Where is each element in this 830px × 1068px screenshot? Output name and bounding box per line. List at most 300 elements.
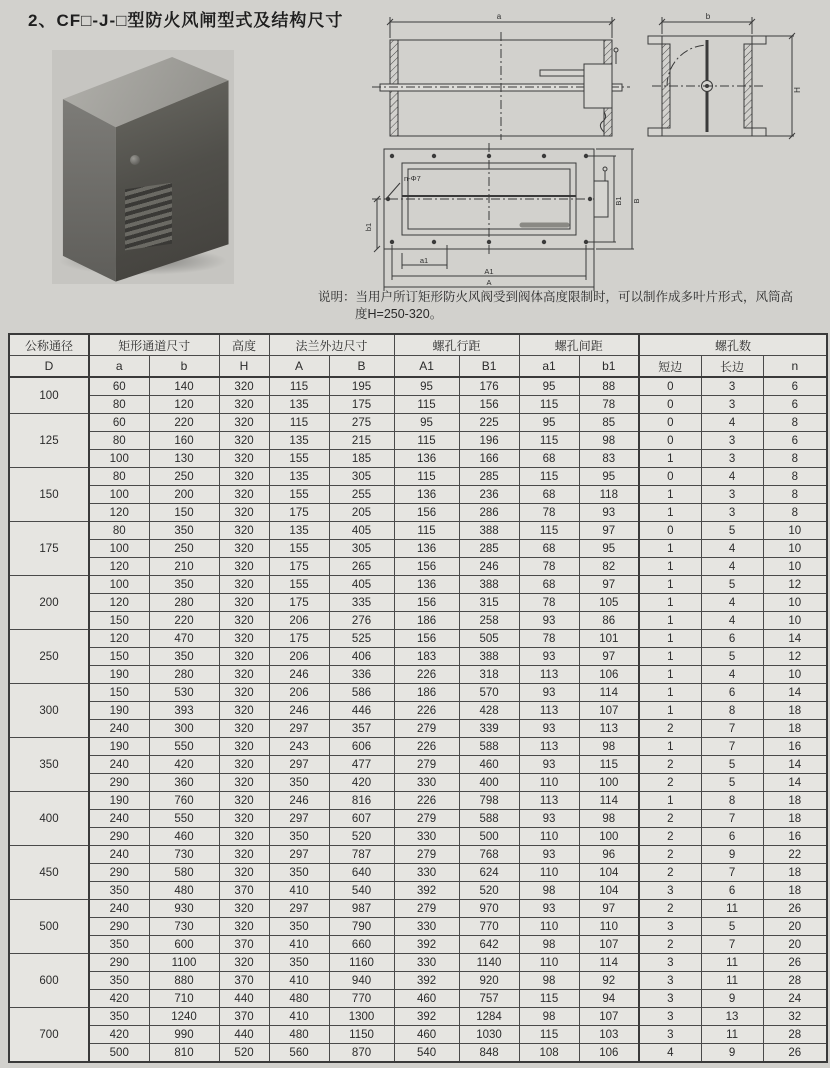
col-header-row-pitch: 螺孔行距	[394, 334, 519, 356]
dim-cell: 115	[394, 522, 459, 540]
table-row	[9, 594, 827, 612]
dim-cell: 18	[763, 792, 827, 810]
col-header-duct: 矩形通道尺寸	[89, 334, 219, 356]
dim-cell: 8	[763, 414, 827, 432]
dim-cell: 8	[701, 702, 763, 720]
dim-cell: 320	[219, 918, 269, 936]
dim-cell: 320	[219, 900, 269, 918]
dim-cell: 320	[219, 377, 269, 396]
dim-cell: 14	[763, 774, 827, 792]
dim-cell: 93	[519, 720, 579, 738]
dim-cell: 5	[701, 576, 763, 594]
table-row	[9, 1044, 827, 1063]
sub-header-D: D	[9, 356, 89, 378]
actuator-tab	[594, 181, 608, 217]
dim-cell: 6	[763, 396, 827, 414]
sub-header-H: H	[219, 356, 269, 378]
page-title: 2、CF□-J-□型防火风闸型式及结构尺寸	[28, 11, 344, 30]
dim-cell: 5	[701, 774, 763, 792]
dim-cell: 98	[579, 432, 639, 450]
dim-cell: 460	[459, 756, 519, 774]
dim-cell: 240	[89, 846, 149, 864]
dim-cell: 1	[639, 540, 701, 558]
dim-cell: 4	[701, 666, 763, 684]
dim-cell: 320	[219, 522, 269, 540]
dim-cell: 11	[701, 972, 763, 990]
dim-cell: 640	[329, 864, 394, 882]
table-row	[9, 792, 827, 810]
dim-cell: 330	[394, 828, 459, 846]
dim-cell: 100	[579, 774, 639, 792]
dim-cell: 2	[639, 774, 701, 792]
sub-header-B1: B1	[459, 356, 519, 378]
dim-cell: 93	[519, 810, 579, 828]
dim-cell: 156	[394, 594, 459, 612]
dim-cell: 8	[763, 450, 827, 468]
table-row	[9, 684, 827, 702]
dim-cell: 14	[763, 684, 827, 702]
sub-header-A1: A1	[394, 356, 459, 378]
dim-cell: 420	[89, 990, 149, 1008]
dim-label-b: b	[705, 12, 711, 21]
dim-cell: 642	[459, 936, 519, 954]
dim-label-B1: B1	[614, 196, 623, 206]
dim-cell: 10	[763, 522, 827, 540]
dim-cell: 1	[639, 630, 701, 648]
dim-cell: 320	[219, 684, 269, 702]
nominal-diameter-cell: 175	[9, 522, 89, 576]
dim-cell: 3	[639, 1008, 701, 1026]
dim-cell: 206	[269, 612, 329, 630]
dim-cell: 93	[519, 648, 579, 666]
dim-cell: 480	[149, 882, 219, 900]
dim-cell: 370	[219, 882, 269, 900]
dim-cell: 7	[701, 720, 763, 738]
dim-cell: 68	[519, 576, 579, 594]
dim-cell: 240	[89, 720, 149, 738]
col-header-hole-pitch: 螺孔间距	[519, 334, 639, 356]
dim-cell: 460	[394, 990, 459, 1008]
col-header-hole-count: 螺孔数	[639, 334, 827, 356]
dim-cell: 1	[639, 702, 701, 720]
dim-cell: 4	[701, 540, 763, 558]
dim-cell: 16	[763, 738, 827, 756]
dim-cell: 156	[459, 396, 519, 414]
dim-cell: 22	[763, 846, 827, 864]
dim-cell: 710	[149, 990, 219, 1008]
dim-cell: 2	[639, 720, 701, 738]
dim-cell: 108	[519, 1044, 579, 1063]
dim-cell: 110	[519, 774, 579, 792]
dim-cell: 1	[639, 594, 701, 612]
dim-cell: 1	[639, 648, 701, 666]
dim-cell: 2	[639, 828, 701, 846]
dim-cell: 1100	[149, 954, 219, 972]
dim-cell: 760	[149, 792, 219, 810]
dim-cell: 110	[519, 918, 579, 936]
dim-cell: 28	[763, 1026, 827, 1044]
dim-cell: 93	[519, 612, 579, 630]
dim-cell: 226	[394, 738, 459, 756]
dim-cell: 155	[269, 450, 329, 468]
dim-cell: 115	[519, 1026, 579, 1044]
table-row	[9, 414, 827, 432]
dim-cell: 135	[269, 522, 329, 540]
dimension-table-body	[9, 377, 827, 1062]
dim-cell: 286	[459, 504, 519, 522]
dim-cell: 206	[269, 684, 329, 702]
dim-cell: 0	[639, 377, 701, 396]
table-row	[9, 864, 827, 882]
dim-cell: 103	[579, 1026, 639, 1044]
sub-header-B: B	[329, 356, 394, 378]
dim-cell: 3	[701, 432, 763, 450]
dim-cell: 104	[579, 864, 639, 882]
dim-cell: 68	[519, 540, 579, 558]
dim-cell: 410	[269, 1008, 329, 1026]
dim-cell: 480	[269, 990, 329, 1008]
dim-cell: 200	[149, 486, 219, 504]
dim-cell: 10	[763, 666, 827, 684]
dim-cell: 226	[394, 702, 459, 720]
dim-cell: 97	[579, 648, 639, 666]
dim-cell: 280	[149, 594, 219, 612]
drawing-side-view	[372, 12, 630, 140]
dim-cell: 1300	[329, 1008, 394, 1026]
dim-cell: 330	[394, 864, 459, 882]
dim-cell: 95	[394, 377, 459, 396]
dim-cell: 95	[519, 377, 579, 396]
nominal-diameter-cell: 600	[9, 954, 89, 1008]
dim-cell: 106	[579, 1044, 639, 1063]
dim-cell: 250	[149, 468, 219, 486]
dim-cell: 770	[329, 990, 394, 1008]
dim-cell: 970	[459, 900, 519, 918]
dim-cell: 5	[701, 648, 763, 666]
dim-cell: 279	[394, 900, 459, 918]
dim-cell: 392	[394, 972, 459, 990]
dim-cell: 1	[639, 792, 701, 810]
dim-cell: 95	[579, 540, 639, 558]
dim-cell: 135	[269, 432, 329, 450]
dim-cell: 320	[219, 864, 269, 882]
dim-cell: 113	[519, 792, 579, 810]
dim-cell: 0	[639, 396, 701, 414]
dim-cell: 20	[763, 936, 827, 954]
dim-cell: 1	[639, 504, 701, 522]
dim-cell: 2	[639, 900, 701, 918]
dim-cell: 816	[329, 792, 394, 810]
dim-cell: 136	[394, 450, 459, 468]
dim-cell: 175	[329, 396, 394, 414]
dim-cell: 118	[579, 486, 639, 504]
dim-cell: 336	[329, 666, 394, 684]
header-row-2	[9, 356, 827, 378]
dim-cell: 320	[219, 450, 269, 468]
dim-cell: 100	[89, 450, 149, 468]
dim-cell: 28	[763, 972, 827, 990]
dim-cell: 156	[394, 630, 459, 648]
dim-cell: 400	[459, 774, 519, 792]
dim-cell: 98	[519, 936, 579, 954]
table-row	[9, 396, 827, 414]
dim-cell: 320	[219, 630, 269, 648]
dim-cell: 97	[579, 900, 639, 918]
dim-cell: 210	[149, 558, 219, 576]
col-header-height: 高度	[219, 334, 269, 356]
dim-cell: 588	[459, 738, 519, 756]
dim-cell: 13	[701, 1008, 763, 1026]
dim-cell: 60	[89, 414, 149, 432]
table-row	[9, 774, 827, 792]
table-row	[9, 702, 827, 720]
dim-cell: 3	[639, 882, 701, 900]
dim-cell: 115	[519, 468, 579, 486]
dim-cell: 11	[701, 900, 763, 918]
dim-cell: 350	[269, 774, 329, 792]
table-row	[9, 828, 827, 846]
dimension-table	[8, 333, 828, 1063]
dim-cell: 120	[89, 504, 149, 522]
dim-cell: 320	[219, 738, 269, 756]
dim-cell: 110	[519, 864, 579, 882]
note-text	[318, 289, 824, 323]
dim-cell: 150	[149, 504, 219, 522]
table-row	[9, 1026, 827, 1044]
dim-cell: 520	[459, 882, 519, 900]
dim-cell: 175	[269, 504, 329, 522]
dim-cell: 297	[269, 900, 329, 918]
dim-cell: 290	[89, 954, 149, 972]
dim-cell: 83	[579, 450, 639, 468]
dim-cell: 246	[269, 702, 329, 720]
dim-cell: 120	[89, 558, 149, 576]
dim-cell: 2	[639, 936, 701, 954]
dim-cell: 176	[459, 377, 519, 396]
dim-cell: 525	[329, 630, 394, 648]
dim-cell: 300	[149, 720, 219, 738]
dim-cell: 6	[701, 684, 763, 702]
dim-cell: 98	[519, 972, 579, 990]
dim-cell: 520	[219, 1044, 269, 1063]
dim-cell: 0	[639, 522, 701, 540]
dim-cell: 150	[89, 648, 149, 666]
dim-cell: 4	[639, 1044, 701, 1063]
dim-cell: 388	[459, 522, 519, 540]
dim-cell: 392	[394, 882, 459, 900]
dim-cell: 320	[219, 594, 269, 612]
table-row	[9, 936, 827, 954]
dim-cell: 405	[329, 522, 394, 540]
dim-cell: 100	[89, 486, 149, 504]
dim-cell: 320	[219, 774, 269, 792]
dim-cell: 32	[763, 1008, 827, 1026]
table-row	[9, 630, 827, 648]
nominal-diameter-cell: 700	[9, 1008, 89, 1063]
dim-cell: 370	[219, 1008, 269, 1026]
dim-cell: 95	[394, 414, 459, 432]
nominal-diameter-cell: 125	[9, 414, 89, 468]
dim-label-a: a	[496, 12, 502, 21]
dim-cell: 11	[701, 954, 763, 972]
dim-cell: 120	[89, 630, 149, 648]
dim-cell: 98	[579, 810, 639, 828]
dim-cell: 97	[579, 576, 639, 594]
dim-cell: 60	[89, 377, 149, 396]
damper-grille	[125, 182, 172, 249]
dim-cell: 115	[394, 432, 459, 450]
dim-cell: 350	[149, 576, 219, 594]
dim-cell: 156	[394, 504, 459, 522]
dim-cell: 320	[219, 486, 269, 504]
dim-cell: 350	[269, 954, 329, 972]
dim-cell: 1030	[459, 1026, 519, 1044]
dim-cell: 240	[89, 810, 149, 828]
dim-cell: 20	[763, 918, 827, 936]
dim-cell: 190	[89, 792, 149, 810]
dim-cell: 93	[519, 756, 579, 774]
dim-cell: 1	[639, 666, 701, 684]
dim-label-B: B	[632, 198, 641, 204]
dim-cell: 3	[701, 486, 763, 504]
dim-cell: 586	[329, 684, 394, 702]
dim-cell: 290	[89, 774, 149, 792]
dim-cell: 100	[89, 540, 149, 558]
dim-cell: 360	[149, 774, 219, 792]
dim-cell: 393	[149, 702, 219, 720]
dim-cell: 136	[394, 576, 459, 594]
table-row	[9, 990, 827, 1008]
dim-cell: 6	[763, 432, 827, 450]
dim-label-A: A	[486, 278, 492, 287]
dim-cell: 297	[269, 720, 329, 738]
dim-cell: 4	[701, 594, 763, 612]
dim-cell: 3	[639, 954, 701, 972]
dim-cell: 26	[763, 1044, 827, 1063]
nominal-diameter-cell: 350	[9, 738, 89, 792]
dim-cell: 770	[459, 918, 519, 936]
dim-cell: 155	[269, 540, 329, 558]
dim-label-H: H	[793, 87, 802, 93]
table-row	[9, 954, 827, 972]
dim-cell: 320	[219, 702, 269, 720]
dim-cell: 1160	[329, 954, 394, 972]
dim-cell: 186	[394, 612, 459, 630]
dim-cell: 226	[394, 666, 459, 684]
dim-cell: 320	[219, 828, 269, 846]
dim-cell: 1	[639, 558, 701, 576]
dim-cell: 185	[329, 450, 394, 468]
dim-cell: 26	[763, 900, 827, 918]
dim-cell: 10	[763, 540, 827, 558]
dim-cell: 190	[89, 702, 149, 720]
nominal-diameter-cell: 500	[9, 900, 89, 954]
dim-cell: 275	[329, 414, 394, 432]
dim-cell: 5	[701, 918, 763, 936]
dim-cell: 8	[763, 504, 827, 522]
dim-cell: 420	[329, 774, 394, 792]
dim-cell: 246	[269, 792, 329, 810]
dim-cell: 150	[89, 612, 149, 630]
table-row	[9, 918, 827, 936]
dim-cell: 607	[329, 810, 394, 828]
dim-cell: 7	[701, 936, 763, 954]
dim-cell: 480	[269, 1026, 329, 1044]
dim-cell: 1150	[329, 1026, 394, 1044]
dim-cell: 114	[579, 792, 639, 810]
nominal-diameter-cell: 250	[9, 630, 89, 684]
dim-cell: 370	[219, 936, 269, 954]
dim-cell: 78	[519, 594, 579, 612]
dim-cell: 420	[89, 1026, 149, 1044]
dim-cell: 94	[579, 990, 639, 1008]
table-row	[9, 882, 827, 900]
dim-cell: 0	[639, 432, 701, 450]
dim-cell: 258	[459, 612, 519, 630]
table-row	[9, 738, 827, 756]
dim-label-A1: A1	[484, 267, 494, 276]
dim-cell: 115	[519, 396, 579, 414]
dim-cell: 12	[763, 648, 827, 666]
col-header-diameter: 公称通径	[9, 334, 89, 356]
dim-cell: 80	[89, 468, 149, 486]
dim-cell: 350	[89, 972, 149, 990]
dim-cell: 113	[519, 702, 579, 720]
dim-cell: 305	[329, 468, 394, 486]
table-row	[9, 846, 827, 864]
dim-cell: 265	[329, 558, 394, 576]
dim-cell: 18	[763, 882, 827, 900]
dim-cell: 3	[639, 918, 701, 936]
dim-cell: 78	[519, 630, 579, 648]
dim-cell: 320	[219, 720, 269, 738]
dim-cell: 120	[89, 594, 149, 612]
dim-cell: 320	[219, 540, 269, 558]
dim-cell: 160	[149, 432, 219, 450]
dim-cell: 350	[149, 522, 219, 540]
table-row	[9, 540, 827, 558]
dim-cell: 4	[701, 558, 763, 576]
dim-cell: 5	[701, 522, 763, 540]
dim-cell: 115	[519, 522, 579, 540]
dim-cell: 3	[639, 990, 701, 1008]
table-row	[9, 666, 827, 684]
dim-cell: 78	[579, 396, 639, 414]
sub-header-a1: a1	[519, 356, 579, 378]
dim-cell: 205	[329, 504, 394, 522]
dim-cell: 350	[269, 828, 329, 846]
dim-cell: 410	[269, 936, 329, 954]
dim-cell: 78	[519, 558, 579, 576]
dim-cell: 115	[394, 468, 459, 486]
sub-header-长边: 长边	[701, 356, 763, 378]
dim-cell: 80	[89, 432, 149, 450]
dim-cell: 110	[519, 828, 579, 846]
dim-cell: 406	[329, 648, 394, 666]
dim-cell: 240	[89, 756, 149, 774]
dim-cell: 110	[579, 918, 639, 936]
dim-cell: 290	[89, 828, 149, 846]
dim-cell: 186	[394, 684, 459, 702]
dim-cell: 0	[639, 414, 701, 432]
dim-cell: 100	[89, 576, 149, 594]
dim-cell: 297	[269, 756, 329, 774]
dim-cell: 115	[519, 432, 579, 450]
dim-cell: 940	[329, 972, 394, 990]
dim-cell: 305	[329, 540, 394, 558]
dim-cell: 500	[459, 828, 519, 846]
dim-cell: 350	[89, 936, 149, 954]
